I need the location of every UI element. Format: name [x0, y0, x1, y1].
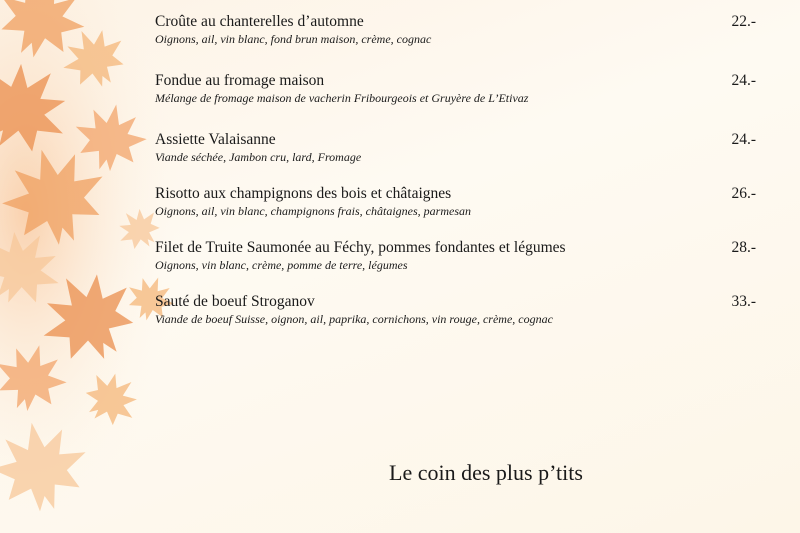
dish-name: Sauté de boeuf Stroganov [155, 293, 315, 310]
dish-description: Oignons, vin blanc, crème, pomme de terre, légumes [155, 258, 408, 272]
menu-item [155, 12, 760, 46]
dish-price: 28.- [731, 239, 756, 256]
dish-name: Croûte au chanterelles d’automne [155, 13, 364, 30]
dish-description: Viande de boeuf Suisse, oignon, ail, paprika, cornichons, vin rouge, crème, cognac [155, 312, 553, 326]
dish-price: 24.- [731, 131, 756, 148]
dish-description: Oignons, ail, vin blanc, champignons frais, châtaignes, parmesan [155, 204, 471, 218]
dish-description: Oignons, ail, vin blanc, fond brun maison, crème, cognac [155, 32, 432, 46]
dish-description: Viande séchée, Jambon cru, lard, Fromage [155, 150, 362, 164]
menu-item [155, 130, 760, 164]
dish-name: Filet de Truite Saumonée au Féchy, pommes fondantes et légumes [155, 239, 566, 256]
dish-name: Risotto aux champignons des bois et châtaignes [155, 185, 452, 202]
dish-price: 33.- [731, 293, 756, 310]
dish-price: 22.- [731, 13, 756, 30]
menu-item [155, 71, 760, 105]
menu-item [155, 184, 760, 218]
dish-name: Assiette Valaisanne [155, 131, 276, 148]
dish-description: Mélange de fromage maison de vacherin Fribourgeois et Gruyère de L’Etivaz [155, 91, 529, 105]
dish-name: Fondue au fromage maison [155, 72, 325, 89]
dish-price: 24.- [731, 72, 756, 89]
menu-item [155, 238, 760, 272]
section-title: Le coin des plus p’tits [389, 460, 583, 485]
menu-item [155, 292, 760, 326]
dish-price: 26.- [731, 185, 756, 202]
